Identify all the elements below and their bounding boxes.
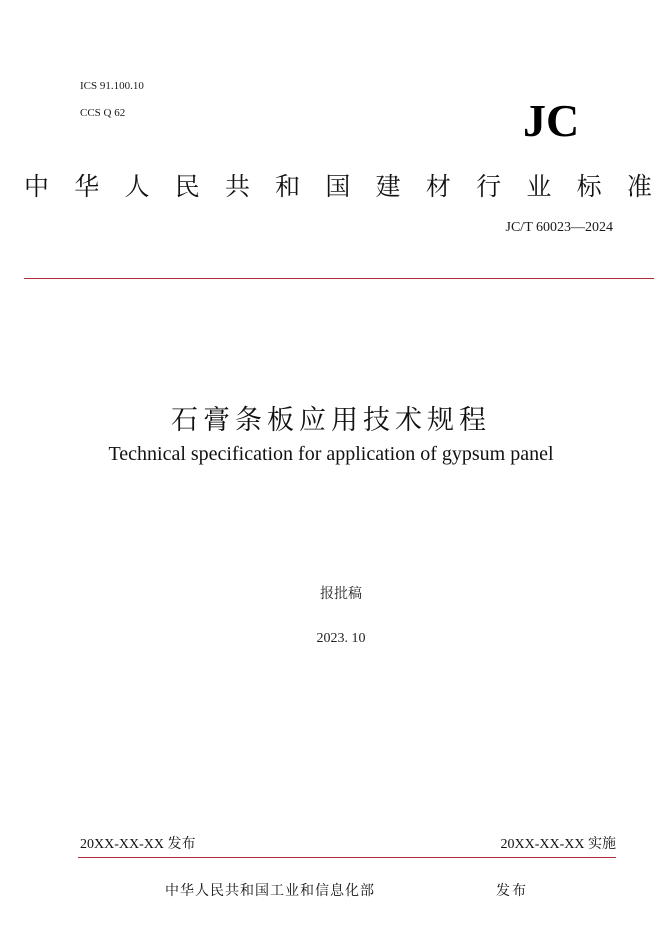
national-title-char: 准: [626, 172, 652, 201]
national-title-char: 材: [425, 172, 451, 201]
issue-date: 20XX-XX-XX 发布: [80, 837, 196, 852]
ccs-code: CCS Q 62: [80, 107, 126, 119]
national-title-char: 民: [174, 172, 200, 201]
jc-logo: JC: [523, 95, 580, 146]
document-title-chinese: 石膏条板应用技术规程: [171, 405, 491, 436]
national-title-char: 人: [124, 172, 150, 201]
national-standard-title: [24, 167, 652, 203]
top-divider: [24, 278, 654, 279]
national-title-char: 行: [476, 172, 502, 201]
national-title-char: 共: [224, 172, 250, 201]
draft-date: 2023. 10: [316, 631, 366, 646]
draft-stage: 报批稿: [320, 586, 362, 602]
national-title-char: 建: [375, 172, 401, 201]
bottom-divider: [78, 857, 616, 858]
national-title-char: 和: [275, 172, 301, 201]
national-title-char: 国: [325, 172, 351, 201]
national-title-char: 业: [526, 172, 552, 201]
standard-number: JC/T 60023—2024: [505, 220, 613, 235]
implementation-date: 20XX-XX-XX 实施: [500, 837, 616, 852]
ics-code: ICS 91.100.10: [80, 80, 144, 92]
document-title-english: Technical specification for application of gypsum panel: [108, 443, 554, 465]
issuing-authority: 中华人民共和国工业和信息化部: [165, 883, 375, 899]
national-title-char: 华: [74, 172, 100, 201]
national-title-char: 中: [24, 172, 50, 201]
national-title-char: 标: [576, 172, 602, 201]
issuer-action: 发布: [496, 883, 528, 899]
